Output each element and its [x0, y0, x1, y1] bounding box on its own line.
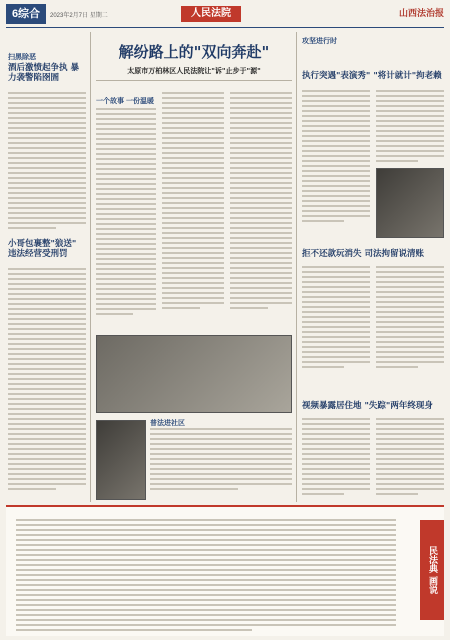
page-number: 6综合	[6, 4, 46, 24]
right-article-3-col-1	[302, 418, 370, 498]
column-divider-right	[296, 32, 297, 502]
masthead-rule	[6, 27, 444, 28]
right-article-3-col-2	[376, 418, 444, 498]
section-label-left: 扫黑除恶	[8, 54, 36, 61]
left-headline-2: 小哥包裹整"狼送" 违法经营受刑罚	[8, 239, 77, 259]
headline-rule	[96, 80, 292, 81]
right-headline-3: 视频暴露居住地 "失踪"两年终现身	[302, 401, 433, 411]
newspaper-title: 山西法治报	[398, 9, 444, 19]
main-headline: 解纷路上的"双向奔赴"	[118, 43, 270, 61]
main-subheadline: 太原市万柏林区人民法院让"诉"止步于"源"	[127, 67, 261, 75]
right-headline-1: 执行突遇"表演秀" "将计就计"拘老赖	[302, 71, 442, 81]
right-headline-2: 拒不还款玩消失 司法拘留说清账	[302, 249, 424, 259]
column-divider-left	[90, 32, 91, 502]
left-article-2-body	[8, 268, 86, 493]
banner-text-lines	[16, 519, 396, 634]
section-label-story: 一个故事 一份温暖	[96, 98, 154, 105]
enforcement-photo	[376, 168, 444, 238]
center-col-3-body	[230, 92, 292, 312]
section-label-outreach: 普法进社区	[150, 420, 185, 427]
left-article-1-body	[8, 92, 86, 232]
mediation-photo	[96, 335, 292, 413]
outreach-photo	[96, 420, 146, 500]
right-article-2-col-1	[302, 266, 370, 371]
center-col-2-body	[162, 92, 224, 312]
outreach-body	[150, 428, 292, 493]
right-article-1-col-2	[376, 90, 444, 165]
left-headline-1: 酒后激愤起争执 暴力袭警陷囹圄	[8, 63, 79, 83]
section-label-right: 攻坚进行时	[302, 38, 337, 45]
right-article-2-col-2	[376, 266, 444, 371]
banner-side-label: 民法典 画说	[420, 520, 444, 620]
right-article-1-col-1	[302, 90, 370, 225]
center-col-1-body	[96, 108, 156, 318]
newspaper-logo: 人民法院	[181, 6, 241, 22]
bottom-calligraphy-banner	[6, 505, 444, 636]
issue-date: 2023年2月7日 星期二	[50, 13, 108, 19]
masthead	[6, 4, 444, 26]
